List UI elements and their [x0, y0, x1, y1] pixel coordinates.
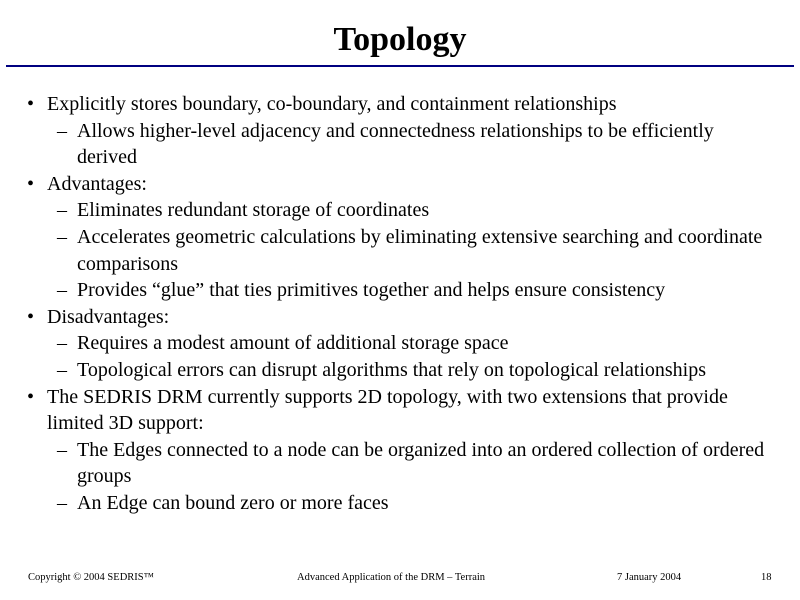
bullet-text: Disadvantages: [47, 305, 170, 328]
bullet-text: Advantages: [47, 172, 147, 195]
sub-bullet-text: Provides “glue” that ties primitives together and helps ensure consistency [77, 279, 666, 302]
footer-date: 7 January 2004 [617, 572, 682, 583]
page-number: 18 [761, 572, 772, 583]
bullet-text: The SEDRIS DRM currently supports 2D topology, with two extensions that provide limited 3D support: [47, 385, 728, 435]
bullet-text: Explicitly stores boundary, co-boundary, and containment relationships [47, 93, 617, 115]
sub-bullet-text: Requires a modest amount of additional storage space [77, 332, 509, 355]
sub-bullet-text: The Edges connected to a node can be organized into an ordered collection of ordered groups [77, 438, 765, 488]
bullet-item [0, 384, 772, 437]
sub-bullet-text: An Edge can bound zero or more faces [77, 491, 389, 514]
sub-bullet-item [0, 197, 772, 224]
sub-bullet-item [0, 330, 772, 357]
sub-bullet-item [0, 118, 772, 171]
sub-bullet-text: Allows higher-level adjacency and connectedness relationships to be efficiently derived [77, 119, 714, 169]
title-divider [6, 65, 794, 67]
bullet-icon: • [27, 93, 35, 115]
sub-bullet-item [0, 224, 772, 277]
sub-bullet-text: Accelerates geometric calculations by eliminating extensive searching and coordinate comparisons [77, 225, 763, 275]
dash-icon: – [57, 279, 67, 302]
sub-bullet-item [0, 437, 772, 490]
dash-icon: – [57, 119, 67, 142]
dash-icon: – [57, 438, 67, 461]
bullet-icon: • [27, 305, 35, 328]
bullet-list [0, 91, 800, 517]
bullet-icon: • [27, 172, 35, 195]
sub-bullet-item [0, 277, 772, 304]
bullet-icon: • [27, 385, 35, 408]
dash-icon: – [57, 199, 67, 222]
footer-copyright: Copyright © 2004 SEDRIS™ [28, 572, 154, 583]
bullet-item [0, 171, 772, 198]
dash-icon: – [57, 358, 67, 381]
dash-icon: – [57, 491, 67, 514]
sub-bullet-text: Topological errors can disrupt algorithms that rely on topological relationships [77, 358, 707, 381]
sub-bullet-item [0, 490, 772, 517]
dash-icon: – [57, 225, 67, 248]
bullet-item [0, 304, 772, 331]
sub-bullet-text: Eliminates redundant storage of coordinates [77, 199, 430, 222]
dash-icon: – [57, 332, 67, 355]
sub-bullet-item [0, 357, 772, 384]
bullet-item [0, 91, 772, 118]
slide-title: Topology [333, 21, 467, 58]
footer-course-title: Advanced Application of the DRM – Terrain [297, 572, 486, 583]
